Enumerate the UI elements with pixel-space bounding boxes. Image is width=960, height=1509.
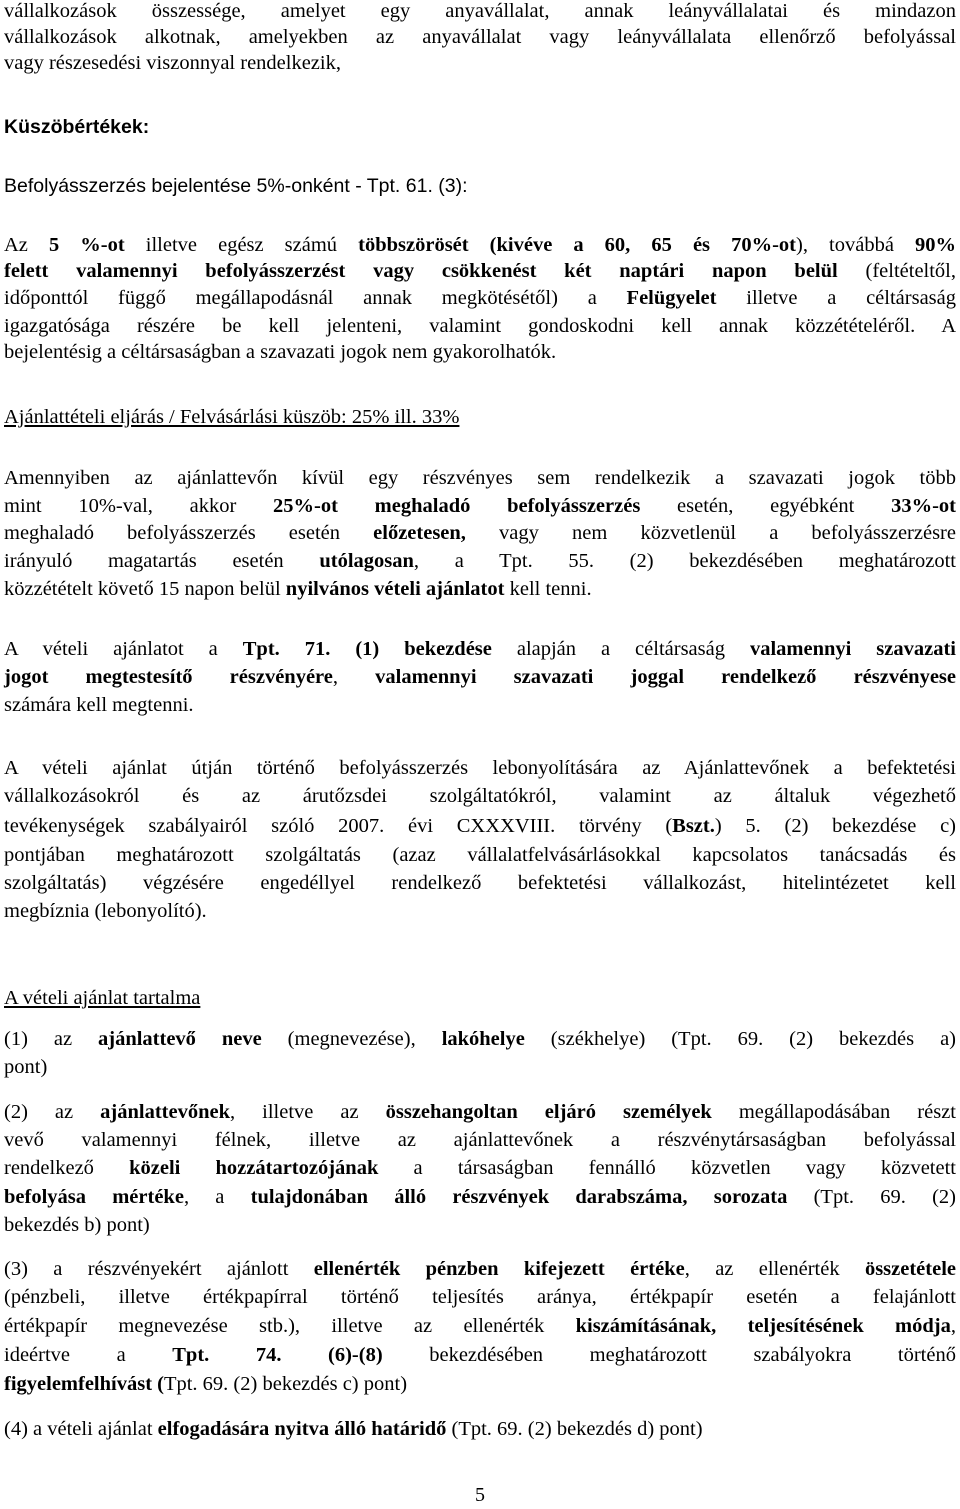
- thresholds-heading: Küszöbértékek:: [4, 116, 150, 138]
- item-2-line-4: [4, 1184, 956, 1210]
- text-run: ) 5. (2) bekezdése c): [714, 815, 956, 837]
- bold-run: tulajdonában álló részvények darabszáma, sorozata: [250, 1186, 788, 1208]
- para-notification-line-1: [4, 232, 956, 258]
- item-1-line-1: [4, 1026, 956, 1052]
- item-2-line-5: bekezdés b) pont): [4, 1214, 150, 1236]
- text-run: , a Tpt. 55. (2) bekezdésében meghatározott: [413, 550, 956, 572]
- bold-run: ajánlattevő neve: [98, 1028, 262, 1050]
- bold-run: Bszt.: [672, 815, 715, 837]
- para-notification-line-3: [4, 285, 956, 311]
- para-acquisition-line-3: [4, 813, 956, 839]
- text-run: ), továbbá: [796, 234, 916, 256]
- bold-run: Tpt. 74. (6)-(8): [172, 1344, 383, 1366]
- text-run: , illetve az: [229, 1101, 386, 1123]
- bold-run: kiszámításának, teljesítésének módja: [575, 1315, 951, 1337]
- text-run: tevékenységek szabályairól szóló 2007. évi CXXXVIII. törvény (: [4, 815, 673, 837]
- item-3-line-4: [4, 1342, 956, 1368]
- bold-run: ajánlattevőnek: [100, 1101, 230, 1123]
- para-acquisition-line-4: pontjában meghatározott szolgáltatás (azaz vállalatfelvásárlásokkal kapcsolatos tanácsadás és: [4, 844, 956, 866]
- para-must-line-2: [4, 664, 956, 690]
- content-heading: A vételi ajánlat tartalma: [4, 987, 201, 1009]
- item-1-line-2: pont): [4, 1056, 48, 1078]
- text-run: ideértve a: [4, 1344, 173, 1366]
- text-run: irányuló magatartás esetén: [4, 550, 320, 572]
- bold-run: elfogadására nyitva álló határidő: [157, 1418, 447, 1440]
- thresholds-subheading: Befolyásszerzés bejelentése 5%-onként - Tpt. 61. (3):: [4, 175, 468, 197]
- text-run: mint 10%-val, akkor: [4, 495, 274, 517]
- text-run: , az ellenérték: [684, 1258, 865, 1280]
- text-run: megállapodásában részt: [711, 1101, 956, 1123]
- item-3-line-2: (pénzbeli, illetve értékpapírral történő teljesítés aránya, értékpapír esetén a felajánlott: [4, 1286, 956, 1308]
- text-run: közzétételt követő 15 napon belül: [4, 578, 286, 600]
- text-run: rendelkező: [4, 1157, 130, 1179]
- item-3-line-1: [4, 1256, 956, 1282]
- bold-run: utólagosan: [319, 550, 414, 572]
- text-run: (3) a részvényekért ajánlott: [4, 1258, 314, 1280]
- para-must-line-1: [4, 636, 956, 662]
- para-acquisition-line-5: szolgáltatás) végzésére engedéllyel rendelkező befektetési vállalkozást, hitelintézetet kell: [4, 872, 956, 894]
- bold-run: Felügyelet: [626, 287, 717, 309]
- para-acquisition-line-6: megbíznia (lebonyolító).: [4, 900, 207, 922]
- text-run: kell tenni.: [504, 578, 592, 600]
- bold-run: többszörösét (kivéve a 60, 65 és 70%-ot: [358, 234, 797, 256]
- bold-run: összetétele: [864, 1258, 956, 1280]
- bold-run: felett valamennyi befolyásszerzést vagy csökkenést két naptári napon belül: [4, 260, 838, 282]
- text-run: A vételi ajánlatot a: [4, 638, 243, 660]
- bold-run: Tpt. 71. (1) bekezdése: [242, 638, 492, 660]
- para-must-line-3: számára kell megtenni.: [4, 694, 194, 716]
- text-run: vagy nem közvetlenül a befolyásszerzésre: [465, 522, 956, 544]
- text-run: (Tpt. 69. (2) bekezdés d) pont): [446, 1418, 703, 1440]
- item-3-line-3: [4, 1313, 956, 1339]
- text-run: a társaságban fennálló közvetlen vagy közvetett: [378, 1157, 956, 1179]
- para-offer-line-2: [4, 493, 956, 519]
- intro-line-3: vagy részesedési viszonnyal rendelkezik,: [4, 52, 341, 74]
- bold-run: befolyása mértéke: [4, 1186, 184, 1208]
- text-run: (2) az: [4, 1101, 101, 1123]
- text-run: (feltételtől,: [837, 260, 957, 282]
- para-notification-line-5: bejelentésig a céltársaságban a szavazati jogok nem gyakorolhatók.: [4, 341, 557, 363]
- para-offer-line-1: Amennyiben az ajánlattevőn kívül egy részvényes sem rendelkezik a szavazati jogok több: [4, 467, 956, 489]
- intro-line-1: vállalkozások összessége, amelyet egy anyavállalat, annak leányvállalatai és mindazon: [4, 0, 956, 22]
- text-run: (4) a vételi ajánlat: [4, 1418, 158, 1440]
- bold-run: 5 %-ot: [48, 234, 125, 256]
- text-run: alapján a céltársaság: [491, 638, 750, 660]
- bold-run: 90%: [915, 234, 957, 256]
- item-2-line-3: [4, 1155, 956, 1181]
- bold-run: közeli hozzátartozójának: [129, 1157, 379, 1179]
- para-offer-line-4: [4, 548, 956, 574]
- page-number: 5: [475, 1484, 485, 1506]
- para-offer-line-3: [4, 520, 956, 546]
- text-run: , a: [183, 1186, 251, 1208]
- text-run: értékpapír megnevezése stb.), illetve az ellenérték: [4, 1315, 576, 1337]
- bold-run: valamennyi szavazati: [749, 638, 956, 660]
- offer-threshold-heading: Ajánlattételi eljárás / Felvásárlási küszöb: 25% ill. 33%: [4, 406, 460, 428]
- text-run: esetén, egyébként: [640, 495, 892, 517]
- bold-run: nyilvános vételi ajánlatot: [285, 578, 505, 600]
- text-run: Tpt. 69. (2) bekezdés c) pont): [163, 1373, 408, 1395]
- bold-run: előzetesen,: [373, 522, 466, 544]
- item-2-line-2: vevő valamennyi félnek, illetve az ajánlattevőnek a részvénytársaságban befolyással: [4, 1129, 956, 1151]
- bold-run: 25%-ot meghaladó befolyásszerzés: [273, 495, 641, 517]
- text-run: (megnevezése),: [261, 1028, 442, 1050]
- para-notification-line-4: igazgatósága részére be kell jelenteni, valamint gondoskodni kell annak közzétételéről. A: [4, 315, 956, 337]
- bold-run: jogot megtestesítő részvényére: [4, 666, 333, 688]
- bold-run: valamennyi szavazati joggal rendelkező részvényese: [375, 666, 957, 688]
- para-acquisition-line-2: vállalkozásokról és az árutőzsdei szolgáltatókról, valamint az általuk végezhető: [4, 785, 956, 807]
- intro-line-2: vállalkozások alkotnak, amelyekben az anyavállalat vagy leányvállalata ellenőrző befolyással: [4, 26, 956, 48]
- text-run: ,: [332, 666, 376, 688]
- item-2-line-1: [4, 1099, 956, 1125]
- para-acquisition-line-1: A vételi ajánlat útján történő befolyásszerzés lebonyolítására az Ajánlattevőnek a befektetési: [4, 757, 956, 779]
- text-run: Az: [4, 234, 49, 256]
- text-run: bekezdésében meghatározott szabályokra történő: [382, 1344, 956, 1366]
- item-4-line-1: [4, 1416, 956, 1442]
- text-run: időponttól függő megállapodásnál annak megkötésétől) a: [4, 287, 627, 309]
- text-run: illetve egész számú: [124, 234, 359, 256]
- para-offer-line-5: [4, 576, 956, 602]
- text-run: meghaladó befolyásszerzés esetén: [4, 522, 374, 544]
- text-run: illetve a céltársaság: [716, 287, 956, 309]
- item-3-line-5: [4, 1371, 956, 1397]
- text-run: (székhelye) (Tpt. 69. (2) bekezdés a): [524, 1028, 957, 1050]
- bold-run: figyelemfelhívást (: [4, 1373, 164, 1395]
- text-run: (1) az: [4, 1028, 98, 1050]
- bold-run: lakóhelye: [441, 1028, 525, 1050]
- para-notification-line-2: [4, 258, 956, 284]
- text-run: (Tpt. 69. (2): [787, 1186, 957, 1208]
- bold-run: 33%-ot: [891, 495, 956, 517]
- bold-run: ellenérték pénzben kifejezett értéke: [313, 1258, 685, 1280]
- text-run: ,: [950, 1315, 956, 1337]
- bold-run: összehangoltan eljáró személyek: [385, 1101, 712, 1123]
